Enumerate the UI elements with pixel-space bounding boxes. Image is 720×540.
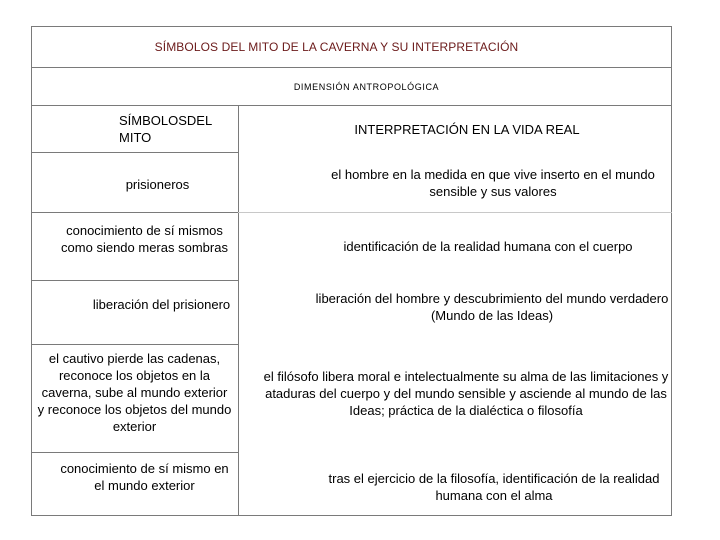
interpretation-cell: el filósofo libera moral e intelectualmente su alma de las limitaciones y ataduras del cuerpo y del mundo sensible y asciende al mundo de las Ideas; práctica de la dialéctica o filosofía	[263, 369, 669, 418]
symbol-cell: prisioneros	[125, 177, 190, 192]
symbol-cell: el cautivo pierde las cadenas, reconoce los objetos en la caverna, sube al mundo exterior y reconoce los objetos del mundo exterior	[37, 351, 232, 434]
row-divider	[31, 280, 238, 281]
row-divider	[31, 452, 238, 453]
header-interpretation: INTERPRETACIÓN EN LA VIDA REAL	[354, 122, 580, 137]
row-divider	[31, 152, 238, 153]
row-divider-right	[238, 212, 672, 213]
header-symbols: SÍMBOLOSDEL MITO	[119, 113, 212, 145]
row-divider	[31, 344, 238, 345]
symbol-cell: conocimiento de sí mismos como siendo meras sombras	[61, 223, 228, 255]
interpretation-cell: liberación del hombre y descubrimiento del mundo verdadero (Mundo de las Ideas)	[315, 291, 669, 323]
table-title: SÍMBOLOS DEL MITO DE LA CAVERNA Y SU INTERPRETACIÓN	[31, 26, 672, 68]
dimension-header: DIMENSIÓN ANTROPOLÓGICA	[31, 68, 672, 106]
interpretation-cell: el hombre en la medida en que vive inserto en el mundo sensible y sus valores	[331, 167, 655, 199]
interpretation-cell: identificación de la realidad humana con el cuerpo	[343, 239, 633, 254]
interpretation-cell: tras el ejercicio de la filosofía, identificación de la realidad humana con el alma	[328, 471, 660, 503]
symbol-cell: conocimiento de sí mismo en el mundo exterior	[60, 461, 229, 493]
symbols-table	[31, 106, 672, 516]
row-divider	[31, 212, 238, 213]
symbol-cell: liberación del prisionero	[92, 297, 231, 312]
